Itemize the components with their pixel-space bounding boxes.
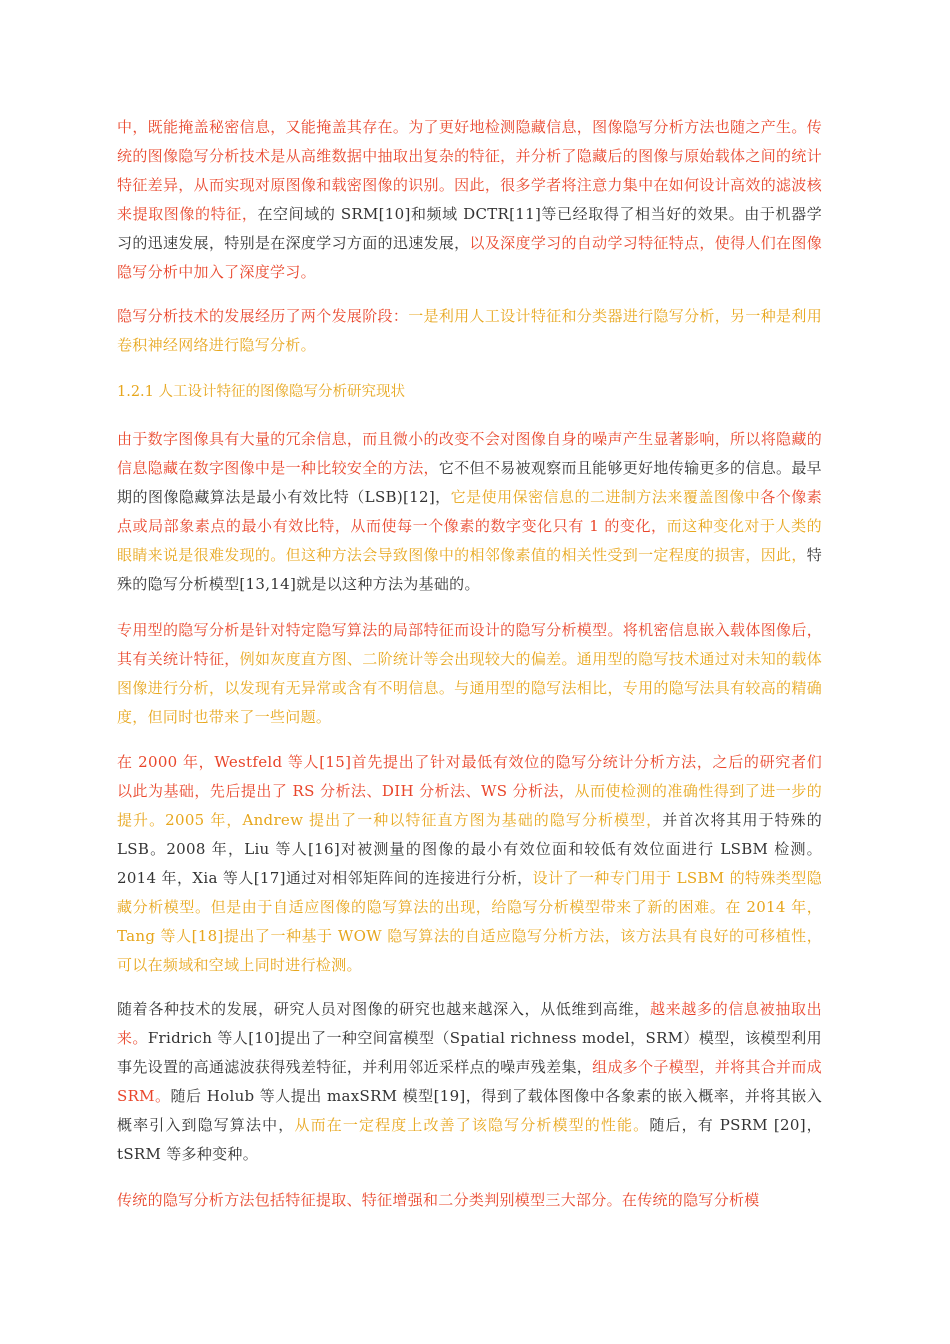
paragraph-1-sentence-1: 中，既能掩盖秘密信息，又能掩盖其存在。 [117,118,409,136]
paragraph-1 [117,113,822,287]
paragraph-6-sentence-5: 组成多个子模型，并将其合并而成 SRM。 [117,1058,822,1105]
paragraph-6-sentence-4: 该模型利用事先设置的高通滤波获得残差特征，并利用邻近采样点的噪声残差集， [117,1029,822,1076]
paragraph-5 [117,748,822,980]
section-heading: 1.2.1 人工设计特征的图像隐写分析研究现状 [117,384,406,400]
paragraph-5-sentence-3: 并首次将其用于特殊的 LSB。2008 年，Liu 等人[16]对被测量的图像的最小有效位面和较低有效位面进行 LSBM 检测。2014 年，Xia 等人[17]通过对相邻矩阵间的连接进行分析， [117,811,822,887]
paragraph-3-sentence-2: 它不但不易被观察而且能够更好地传输更多的信息。最早期的图像隐藏算法是最小有效比特（LSB)[12]， [117,459,822,506]
paragraph-1-sentence-2: 为了更好地检测隐藏信息，图像隐写分析方法也随之产生。传统的图像隐写分析技术是从高维数据中抽取出复杂的特征，并分析了隐藏后的图像与原始载体之间的统计特征差异，从而实现对原图像和载密图像的识别。因此，很多学者将注意力集中在如何设计高效的滤波核来提取图像的特征， [117,118,822,223]
paragraph-5-sentence-2: 从而使检测的准确性得到了进一步的提升。2005 年，Andrew 提出了一种以特征直方图为基础的隐写分析模型， [117,782,822,829]
paragraph-3-sentence-5: 而这种变化对于人类的眼睛来说是很难发现的。但这种方法会导致图像中的相邻像素值的相关性受到一定程度的损害，因此， [117,517,822,564]
paragraph-3-sentence-4: 各个像素点或局部象素点的最小有效比特，从而使每一个像素的数字变化只有 1 的变化， [117,488,823,535]
paragraph-6 [117,995,822,1169]
paragraph-4-sentence-1: 专用型的隐写分析是针对特定隐写算法的局部特征而设计的隐写分析模型。将机密信息嵌入载体图像后，其有关统计特征， [117,621,822,668]
paragraph-1-sentence-3: 在空间域的 SRM[10]和频域 DCTR[11]等已经取得了相当好的效果。由于机器学习的迅速发展，特别是在深度学习方面的迅速发展， [117,205,822,252]
paragraph-2 [117,302,822,360]
paragraph-7 [117,1186,822,1215]
paragraph-4 [117,616,822,732]
paragraph-4-sentence-2: 例如灰度直方图、二阶统计等会出现较大的偏差。通用型的隐写技术通过对未知的载体图像进行分析，以发现有无异常或含有不明信息。与通用型的隐写法相比，专用的隐写法具有较高的精确度，但同时也带来了一些问题。 [117,650,823,726]
paragraph-3 [117,425,822,599]
paragraph-5-sentence-4: 设计了一种专门用于 LSBM 的特殊类型隐藏分析模型。但是由于自适应图像的隐写算法的出现，给隐写分析模型带来了新的困难。在 2014 年，Tang 等人[18]提出了一种基于 WOW 隐写算法的自适应隐写分析方法，该方法具有良好的可移植性，可以在频域和空域上同时进行检测。 [117,869,822,974]
paragraph-3-sentence-1: 由于数字图像具有大量的冗余信息，而且微小的改变不会对图像自身的噪声产生显著影响，所以将隐藏的信息隐藏在数字图像中是一种比较安全的方法， [117,430,822,477]
paragraph-2-sentence-1: 隐写分析技术的发展经历了两个发展阶段： [117,307,409,325]
paragraph-5-sentence-1: 在 2000 年，Westfeld 等人[15]首先提出了针对最低有效位的隐写分统计分析方法，之后的研究者们以此为基础，先后提出了 RS 分析法、DIH 分析法、WS 分析法， [117,753,822,800]
paragraph-6-sentence-6: 随后 Holub 等人提出 maxSRM 模型[19]，得到了载体图像中各象素的嵌入概率，并将其嵌入概率引入到隐写算法中， [117,1087,822,1134]
paragraph-6-sentence-1: 随着各种技术的发展，研究人员对图像的研究也越来越深入，从低维到高维， [117,1000,650,1018]
paragraph-1-sentence-4: 以及深度学习的自动学习特征特点，使得人们在图像隐写分析中加入了深度学习。 [117,234,822,281]
paragraph-3-sentence-6: 特殊的隐写分析模型[13,14]就是以这种方法为基础的。 [117,546,822,593]
paragraph-6-sentence-3: Fridrich 等人[10]提出了一种空间富模型（Spatial richness model，SRM）模型， [147,1029,746,1047]
paragraph-6-sentence-7: 从而在一定程度上改善了该隐写分析模型的性能。 [294,1116,650,1134]
paragraph-3-sentence-3: 它是使用保密信息的二进制方法来覆盖图像中 [450,488,761,506]
paragraph-6-sentence-8: 随后，有 PSRM [20]，tSRM 等多种变种。 [117,1116,822,1163]
paragraph-6-sentence-2: 越来越多的信息被抽取出来。 [117,1000,822,1047]
paragraph-2-sentence-2: 一是利用人工设计特征和分类器进行隐写分析，另一种是利用卷积神经网络进行隐写分析。 [117,307,822,354]
paragraph-7-sentence-1: 传统的隐写分析方法包括特征提取、特征增强和二分类判别模型三大部分。在传统的隐写分析模 [117,1191,760,1209]
